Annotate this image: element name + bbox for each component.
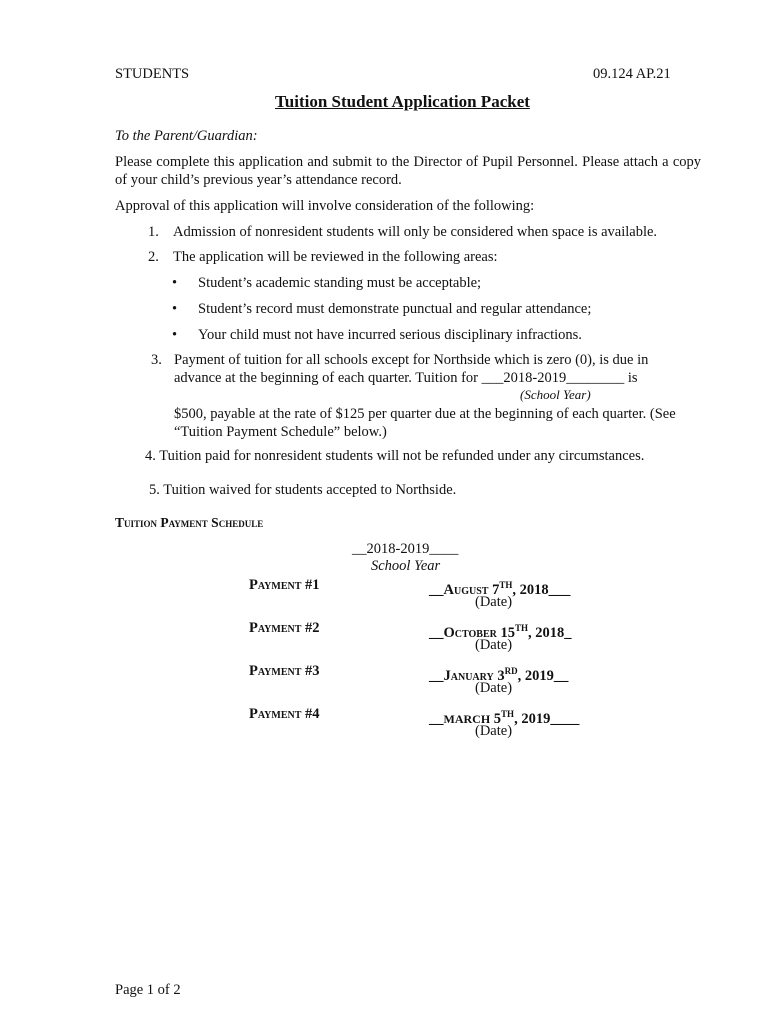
item-2-text: The application will be reviewed in the following areas:: [173, 249, 498, 265]
schedule-year-caption: School Year: [371, 558, 441, 574]
bullet-item: • Student’s record must demonstrate punctual and regular attendance;: [198, 300, 591, 318]
bullet-item: • Your child must not have incurred serious disciplinary infractions.: [198, 326, 582, 344]
item-3-line-4: “Tuition Payment Schedule” below.): [174, 424, 387, 440]
payment-4-label: Payment #4: [249, 706, 320, 722]
schedule-year-value: __2018-2019____: [352, 541, 459, 557]
page-number: Page 1 of 2: [115, 982, 181, 998]
item-1-text: Admission of nonresident students will only be considered when space is available.: [173, 224, 658, 240]
payment-1-date-caption: (Date): [475, 594, 513, 610]
payment-1-label: Payment #1: [249, 577, 320, 593]
item-4-text: 4. Tuition paid for nonresident students will not be refunded under any circumstances.: [145, 448, 645, 464]
intro-paragraph: Please complete this application and submit to the Director of Pupil Personnel. Please attach a copy of your child’s previous year’s attendance record.: [115, 154, 701, 188]
document-title: Tuition Student Application Packet: [275, 92, 530, 111]
item-3-line-3: $500, payable at the rate of $125 per quarter due at the beginning of each quarter. (See: [174, 406, 676, 422]
school-year-caption: (School Year): [520, 387, 591, 402]
item-2-number: 2.: [148, 249, 159, 265]
item-3-line-1: Payment of tuition for all schools except for Northside which is zero (0), is due in: [174, 352, 649, 368]
payment-3-date-caption: (Date): [475, 680, 513, 696]
item-3-number: 3.: [151, 352, 162, 368]
payment-4-date: __MARCH 5TH, 2019____: [429, 709, 580, 727]
payment-2-date: __October 15TH, 2018_: [429, 623, 572, 641]
payment-3-label: Payment #3: [249, 663, 320, 679]
payment-4-date-caption: (Date): [475, 723, 513, 739]
header-right: 09.124 AP.21: [593, 66, 671, 82]
approval-lead: Approval of this application will involve consideration of the following:: [115, 198, 535, 214]
header-left: STUDENTS: [115, 66, 190, 82]
bullet-item: • Student’s academic standing must be acceptable;: [198, 274, 481, 292]
payment-2-date-caption: (Date): [475, 637, 513, 653]
item-1-number: 1.: [148, 224, 159, 240]
payment-1-date: __August 7TH, 2018___: [429, 580, 571, 598]
item-3-line-2: advance at the beginning of each quarter. Tuition for ___2018-2019________ is: [174, 370, 638, 386]
schedule-heading: Tuition Payment Schedule: [115, 515, 264, 530]
payment-3-date: __January 3RD, 2019__: [429, 666, 569, 684]
salutation: To the Parent/Guardian:: [115, 128, 258, 144]
item-5-text: 5. Tuition waived for students accepted to Northside.: [149, 482, 457, 498]
payment-2-label: Payment #2: [249, 620, 320, 636]
